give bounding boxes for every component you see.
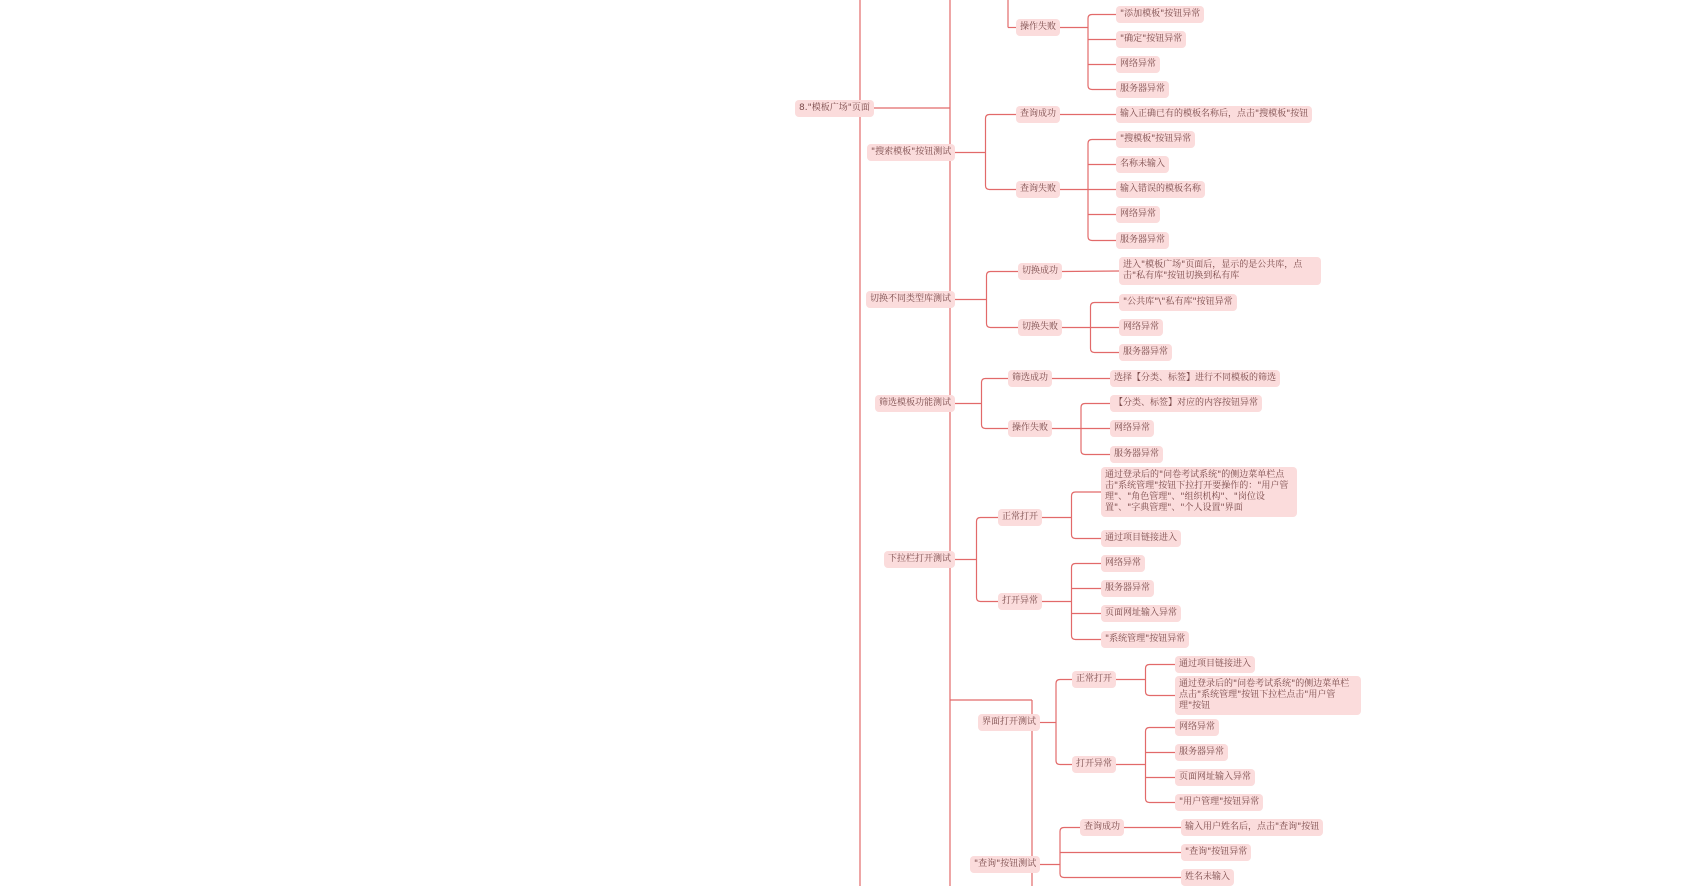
branch-open-err2 xyxy=(1146,728,1176,732)
branch-open-ok2 xyxy=(1146,692,1176,696)
mindmap-node-q-fail1[interactable]: 查询失败 xyxy=(1016,181,1060,198)
mindmap-node-query-test[interactable]: "查询"按钮测试 xyxy=(970,856,1040,873)
mindmap-node-open-err1[interactable]: 打开异常 xyxy=(998,593,1042,610)
mindmap-node-name-empty1[interactable]: 名称未输入 xyxy=(1116,156,1169,173)
mindmap-node-f-ok-leaf[interactable]: 选择【分类、标签】进行不同模板的筛选 xyxy=(1110,370,1280,387)
mindmap-node-q-ok2-leaf[interactable]: 输入用户姓名后，点击"查询"按钮 xyxy=(1181,819,1323,836)
mindmap-node-op-fail1[interactable]: 操作失败 xyxy=(1016,19,1060,36)
mindmap-node-login-menu[interactable]: 通过登录后的"问卷考试系统"的侧边菜单栏点击"系统管理"按钮下拉打开要操作的："用户管理"、"角色管理"、"组织机构"、"岗位设置"、"字典管理"、"个人设置"界面 xyxy=(1101,467,1297,517)
mindmap-node-sw-ok[interactable]: 切换成功 xyxy=(1018,263,1062,280)
mindmap-node-sw-ok-leaf[interactable]: 进入"模板广场"页面后，显示的是公共库，点击"私有库"按钮切换到私有库 xyxy=(1119,257,1321,285)
mindmap-node-sw-fail[interactable]: 切换失败 xyxy=(1018,319,1062,336)
branch-op-fail2 xyxy=(1081,404,1110,408)
branch-open-err1 xyxy=(1072,636,1102,640)
mindmap-node-url1[interactable]: 页面网址输入异常 xyxy=(1101,605,1181,622)
branch-open-ok1 xyxy=(1072,535,1102,539)
connector-sw-ok xyxy=(1062,271,1119,272)
branch-ui-test xyxy=(1056,761,1072,765)
mindmap-node-net2[interactable]: 网络异常 xyxy=(1116,206,1160,223)
mindmap-node-pub-btn[interactable]: "公共库"\"私有库"按钮异常 xyxy=(1119,294,1237,311)
mindmap-node-net6[interactable]: 网络异常 xyxy=(1175,719,1219,736)
branch-op-fail1 xyxy=(1088,15,1116,19)
mindmap-node-sw-test[interactable]: 切换不同类型库测试 xyxy=(866,291,955,308)
mindmap-node-link1[interactable]: 通过项目链接进入 xyxy=(1101,530,1181,547)
mindmap-node-net3[interactable]: 网络异常 xyxy=(1119,319,1163,336)
mindmap-node-srv5[interactable]: 服务器异常 xyxy=(1101,580,1154,597)
branch-dd-test xyxy=(977,518,999,522)
mindmap-node-srv2[interactable]: 服务器异常 xyxy=(1116,232,1169,249)
mindmap-node-net4[interactable]: 网络异常 xyxy=(1110,420,1154,437)
branch-sw-test xyxy=(987,324,1019,328)
mindmap-node-root8[interactable]: 8."模板广场"页面 xyxy=(795,100,874,117)
mindmap-node-open-ok1[interactable]: 正常打开 xyxy=(998,509,1042,526)
mindmap-node-f-ok[interactable]: 筛选成功 xyxy=(1008,370,1052,387)
mindmap-node-q-ok2[interactable]: 查询成功 xyxy=(1080,819,1124,836)
branch-open-ok2 xyxy=(1146,665,1176,669)
mindmap-node-add-btn[interactable]: "添加模板"按钮异常 xyxy=(1116,6,1204,23)
mindmap-node-search-btn[interactable]: "搜模板"按钮异常 xyxy=(1116,131,1195,148)
mindmap-node-dd-test[interactable]: 下拉栏打开测试 xyxy=(884,551,955,568)
mindmap-node-open-ok2[interactable]: 正常打开 xyxy=(1072,671,1116,688)
mindmap-node-sys-btn[interactable]: "系统管理"按钮异常 xyxy=(1101,631,1189,648)
branch-q-fail1 xyxy=(1088,140,1116,144)
mindmap-node-wrong-name[interactable]: 输入错误的模板名称 xyxy=(1116,181,1205,198)
mindmap-node-query-btn[interactable]: "查询"按钮异常 xyxy=(1181,844,1251,861)
mindmap-node-user-menu[interactable]: 通过登录后的"问卷考试系统"的侧边菜单栏点击"系统管理"按钮下拉栏点击"用户管理"按钮 xyxy=(1175,676,1361,715)
branch-sw-fail xyxy=(1091,349,1120,353)
mindmap-node-open-err2[interactable]: 打开异常 xyxy=(1072,756,1116,773)
mindmap-node-f-test[interactable]: 筛选模板功能测试 xyxy=(875,395,955,412)
branch-ui-test xyxy=(1056,680,1072,684)
branch-op-fail2 xyxy=(1081,451,1110,455)
mindmap-node-name-empty2[interactable]: 姓名未输入 xyxy=(1181,869,1234,886)
branch-dd-test xyxy=(977,598,999,602)
mindmap-node-srv3[interactable]: 服务器异常 xyxy=(1119,344,1172,361)
branch-f-test xyxy=(982,425,1009,429)
mindmap-node-cat-btn[interactable]: 【分类、标签】对应的内容按钮异常 xyxy=(1110,395,1262,412)
mindmap-node-srv4[interactable]: 服务器异常 xyxy=(1110,446,1163,463)
branch-sw-fail xyxy=(1091,303,1120,307)
mindmap-node-op-fail2[interactable]: 操作失败 xyxy=(1008,420,1052,437)
mindmap-node-link2[interactable]: 通过项目链接进入 xyxy=(1175,656,1255,673)
branch-open-ok1 xyxy=(1072,492,1102,496)
mindmap-node-ui-test[interactable]: 界面打开测试 xyxy=(978,714,1040,731)
branch-search-test xyxy=(986,186,1017,190)
branch-open-err2 xyxy=(1146,799,1176,803)
branch-search-test xyxy=(986,115,1017,119)
branch-query-test xyxy=(1060,874,1181,878)
branch-query-test xyxy=(1060,828,1080,832)
mindmap-node-net1[interactable]: 网络异常 xyxy=(1116,56,1160,73)
mindmap-node-user-btn[interactable]: "用户管理"按钮异常 xyxy=(1175,794,1263,811)
mindmap-node-srv6[interactable]: 服务器异常 xyxy=(1175,744,1228,761)
mindmap-node-ok-btn[interactable]: "确定"按钮异常 xyxy=(1116,31,1186,48)
mindmap-node-q-ok1-leaf[interactable]: 输入正确已有的模板名称后，点击"搜模板"按钮 xyxy=(1116,106,1312,123)
branch-f-test xyxy=(982,379,1009,383)
mindmap-node-search-test[interactable]: "搜索模板"按钮测试 xyxy=(867,144,955,161)
branch-sw-test xyxy=(987,272,1019,276)
branch-open-err1 xyxy=(1072,564,1102,568)
branch-q-fail1 xyxy=(1088,237,1116,241)
mindmap-node-q-ok1[interactable]: 查询成功 xyxy=(1016,106,1060,123)
mindmap-node-net5[interactable]: 网络异常 xyxy=(1101,555,1145,572)
mindmap-node-url2[interactable]: 页面网址输入异常 xyxy=(1175,769,1255,786)
branch-op-fail1 xyxy=(1088,86,1116,90)
mindmap-node-srv1[interactable]: 服务器异常 xyxy=(1116,81,1169,98)
